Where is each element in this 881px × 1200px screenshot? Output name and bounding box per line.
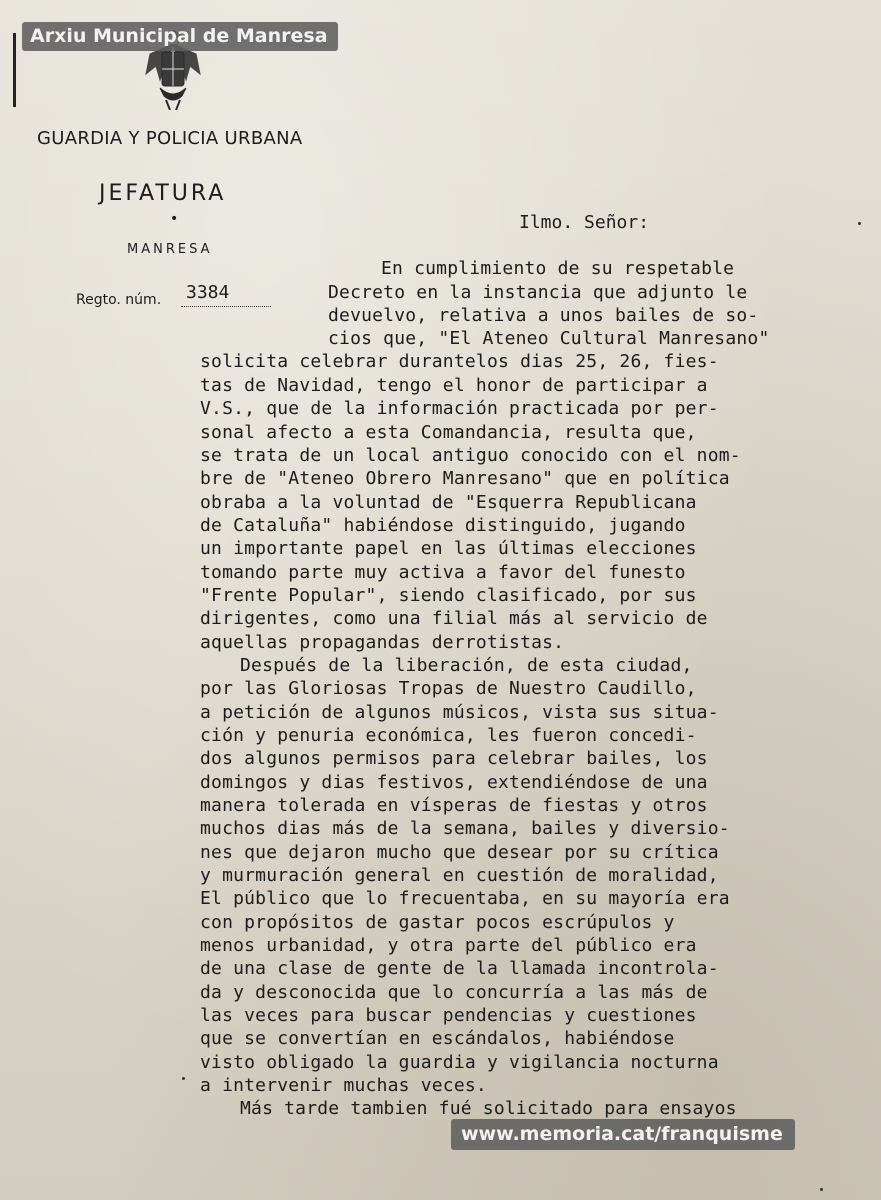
letter-line: de Cataluña" habiéndose distinguido, jugando [200,515,686,536]
letterhead-office: JEFATURA [99,181,227,206]
letter-line: El público que lo frecuentaba, en su mayoría era [200,888,730,909]
letter-line: da y desconocida que lo concurría a las más de [200,982,708,1003]
letter-line: a petición de algunos músicos, vista sus situa- [200,702,719,723]
letter-line: obraba a la voluntad de "Esquerra Republicana [200,492,697,513]
letter-line: Decreto en la instancia que adjunto le [328,282,748,303]
letter-line: dirigentes, como una filial más al servicio de [200,608,708,629]
letter-line: En cumplimiento de su respetable [381,258,735,279]
letter-line: que se convertían en escándalos, habiéndose [200,1028,675,1049]
letter-line: un importante papel en las últimas elecciones [200,538,697,559]
letter-line: ción y penuria económica, les fueron concedi- [200,725,697,746]
letter-line: cios que, "El Ateneo Cultural Manresano" [328,328,770,349]
letterhead-unit: GUARDIA Y POLICIA URBANA [37,128,303,149]
letter-line: a intervenir muchas veces. [200,1075,487,1096]
letter-line: con propósitos de gastar pocos escrúpulos y [200,912,675,933]
letter-greeting: Ilmo. Señor: [519,212,650,233]
letter-line: bre de "Ateneo Obrero Manresano" que en política [200,468,730,489]
letter-line: "Frente Popular", siendo clasificado, por sus [200,585,697,606]
letterhead-city: MANRESA [127,242,213,257]
letter-line: las veces para buscar pendencias y cuestiones [200,1005,697,1026]
letter-line: tas de Navidad, tengo el honor de participar a [200,375,708,396]
letter-line: tomando parte muy activa a favor del funesto [200,562,686,583]
archive-watermark: Arxiu Municipal de Manresa [22,22,338,51]
letter-line: dos algunos permisos para celebrar bailes, los [200,748,708,769]
letter-line: menos urbanidad, y otra parte del público era [200,935,697,956]
margin-ink-mark [13,33,16,107]
letter-line: devuelvo, relativa a unos bailes de so- [328,305,759,326]
letter-line: y murmuración general en cuestión de moralidad, [200,865,719,886]
website-watermark: www.memoria.cat/franquisme [451,1119,795,1150]
letter-line: de una clase de gente de la llamada incontrola- [200,958,719,979]
letter-line: visto obligado la guardia y vigilancia nocturna [200,1052,719,1073]
paper-speck [820,1188,823,1191]
register-label: Regto. núm. [76,292,162,308]
letter-line: muchos dias más de la semana, bailes y diversio- [200,818,730,839]
letter-line: Después de la liberación, de esta ciudad, [240,655,693,676]
letter-line: aquellas propagandas derrotistas. [200,632,565,653]
letter-line: domingos y dias festivos, extendiéndose de una [200,772,708,793]
letter-line: sonal afecto a esta Comandancia, resulta que, [200,422,697,443]
letter-line: nes que dejaron mucho que desear por su crítica [200,842,719,863]
letter-line: por las Gloriosas Tropas de Nuestro Caudillo, [200,678,697,699]
letterhead-separator: • [170,211,179,227]
letter-line: solicita celebrar durantelos dias 25, 26, fies- [200,351,719,372]
register-dotted-line [181,306,271,307]
letter-line: manera tolerada en vísperas de fiestas y otros [200,795,708,816]
register-number: 3384 [186,282,230,303]
letter-line: se trata de un local antiguo conocido con el nom- [200,445,741,466]
letter-line: V.S., que de la información practicada por per- [200,398,719,419]
paper-speck [182,1077,185,1080]
letter-line: Más tarde tambien fué solicitado para ensayos [240,1098,737,1119]
paper-speck [858,222,861,225]
